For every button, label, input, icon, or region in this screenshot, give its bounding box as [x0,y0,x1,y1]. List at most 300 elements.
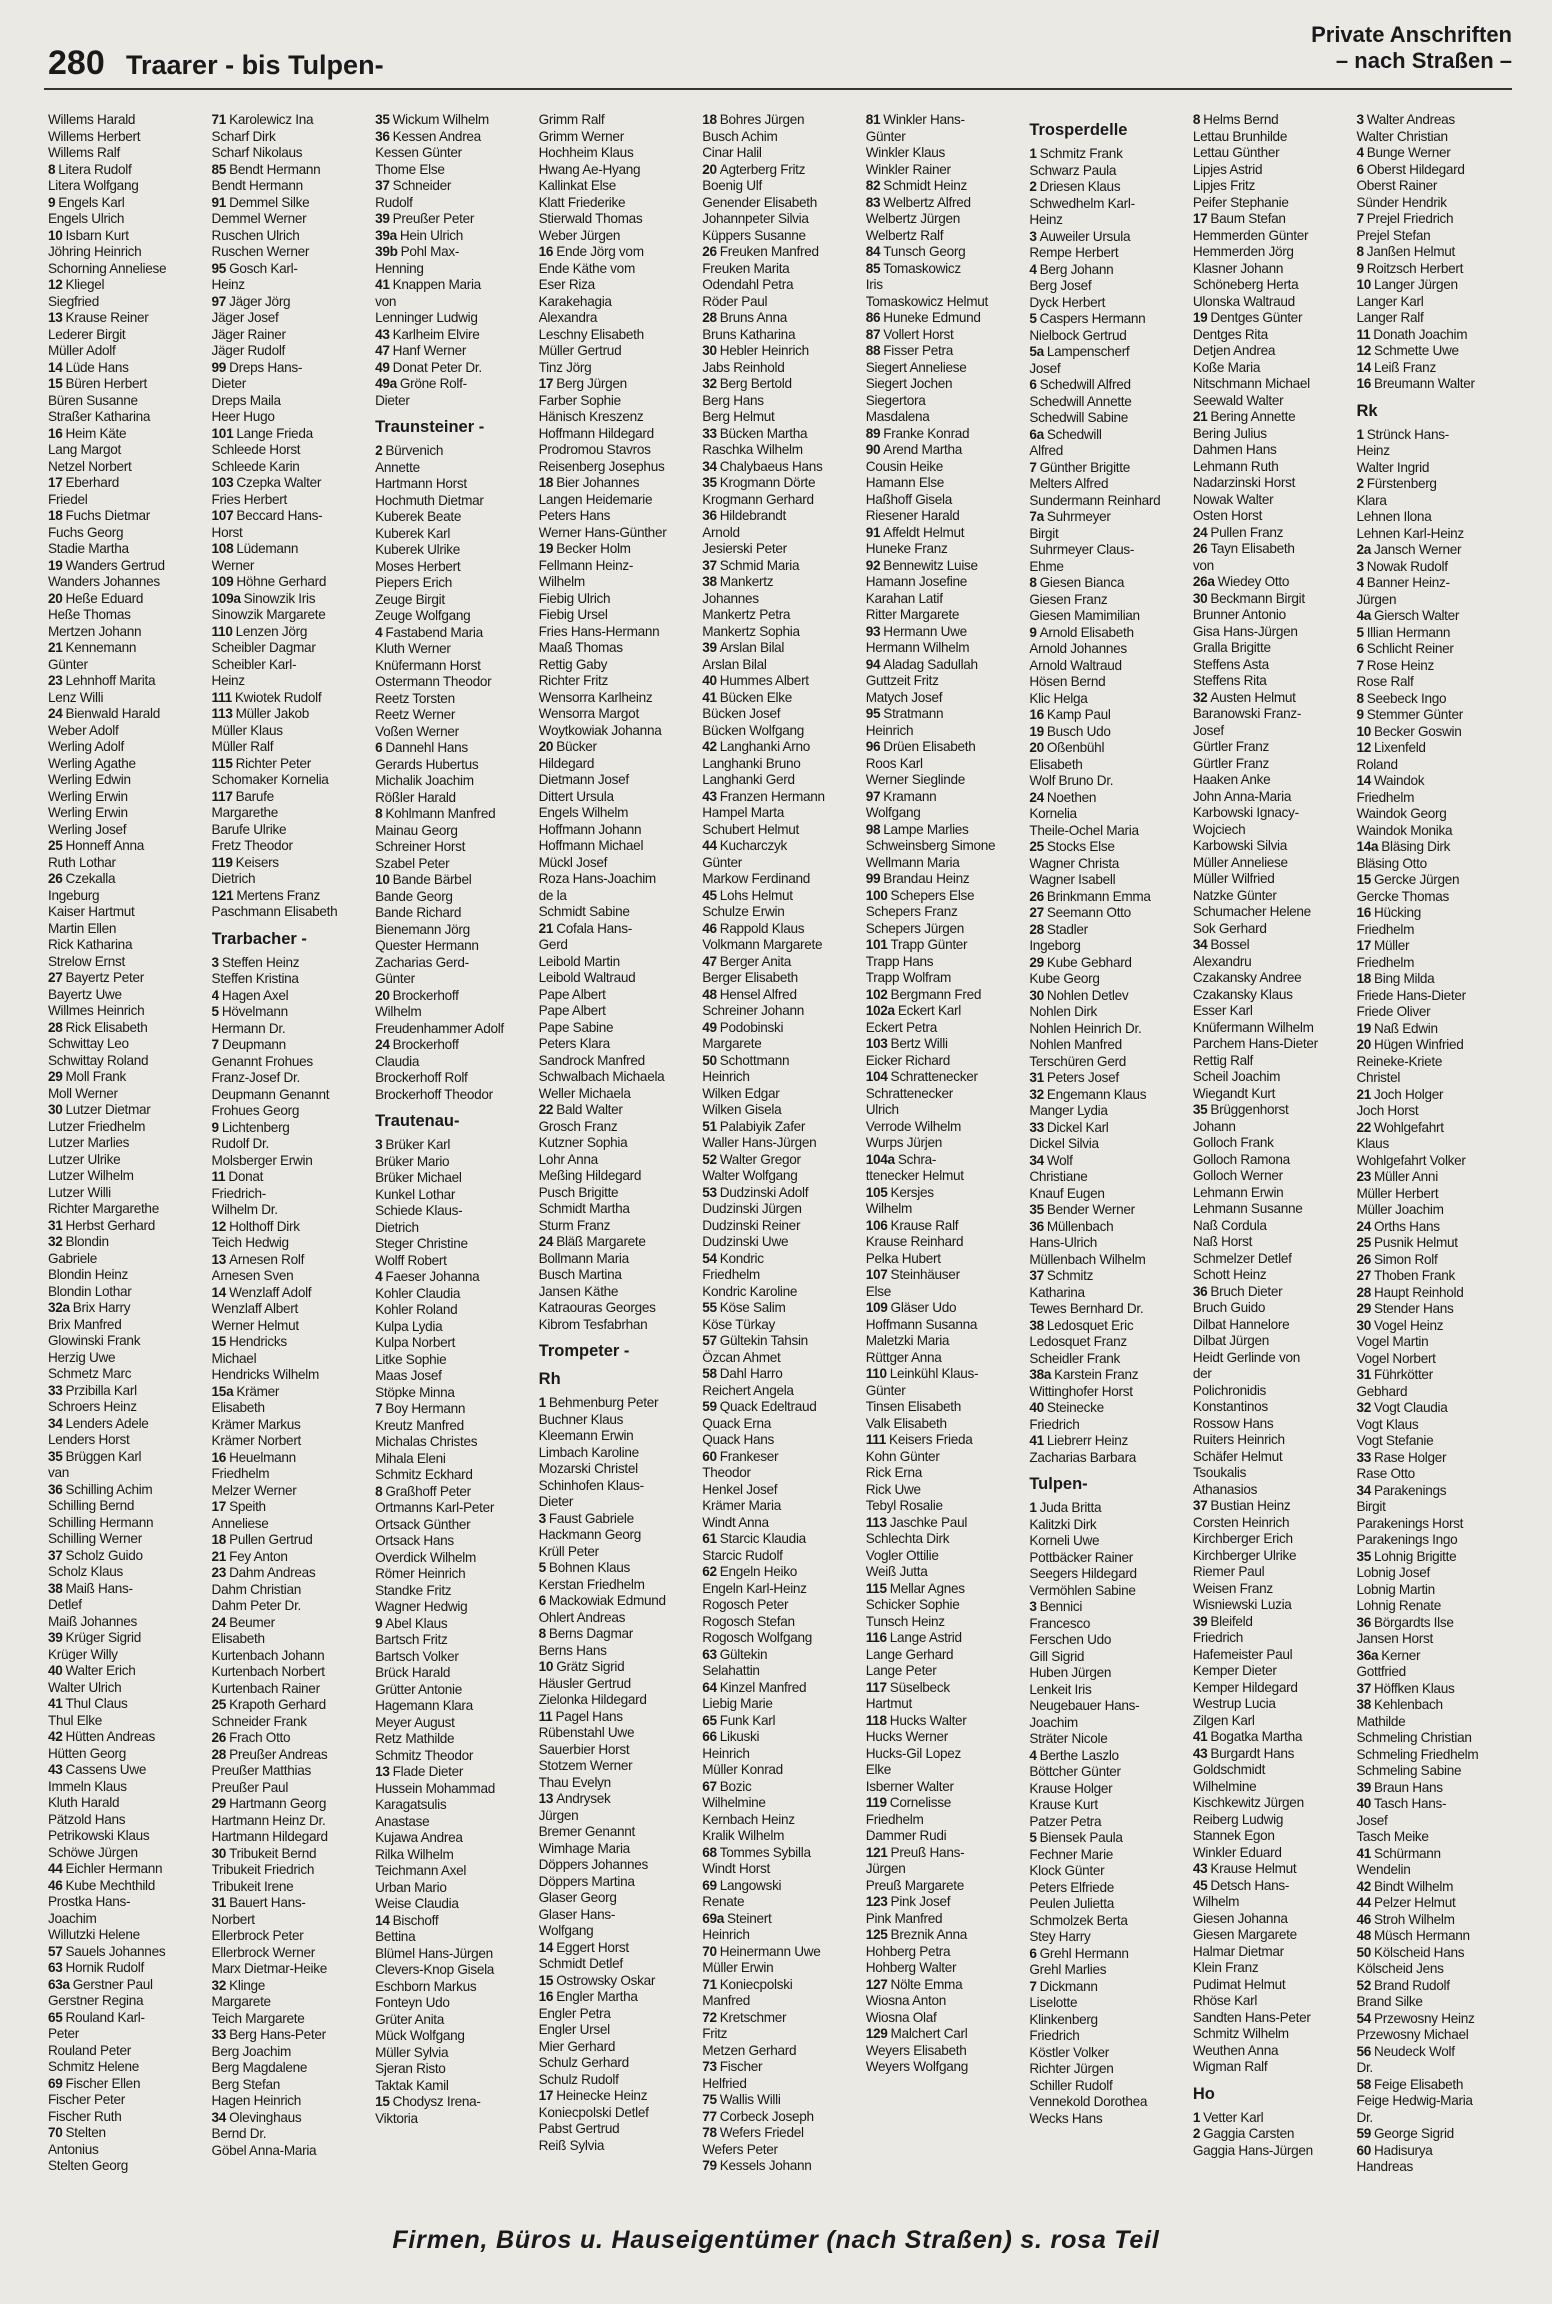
resident-name: Sauels Johannes [65,1943,166,1959]
directory-entry [1193,261,1349,278]
directory-entry [1356,1004,1512,1021]
directory-entry [212,657,368,674]
house-number: 34 [48,1415,63,1431]
resident-name: Elisabeth [211,1400,265,1415]
directory-entry [702,360,858,377]
resident-name: Walter Ingrid [1356,459,1430,475]
directory-entry [212,955,368,972]
resident-name: Brockerhoff Theodor [375,1086,493,1102]
directory-entry [375,1385,531,1402]
directory-entry [1356,1961,1512,1978]
resident-name: Sturm Franz [538,1217,611,1233]
resident-name: Blondin Lothar [48,1283,132,1299]
resident-name: Huneke Edmund [883,310,981,325]
directory-entry [212,1037,368,1054]
resident-name: Bürvenich [385,443,444,458]
directory-entry [375,922,531,939]
house-number: 24 [538,1234,554,1249]
directory-entry [539,525,695,542]
directory-entry [702,525,858,542]
house-number: 16 [538,244,554,259]
directory-entry [48,739,204,756]
resident-name: Günter [702,854,742,870]
house-number: 96 [865,739,881,754]
directory-entry [1029,443,1185,460]
directory-entry [539,492,695,509]
directory-entry [1356,806,1512,823]
directory-entry [375,1847,531,1864]
house-number: 44 [1356,1895,1371,1910]
resident-name: Karstein Franz [1054,1367,1139,1382]
house-number: 24 [375,1037,390,1052]
directory-entry [212,1697,368,1714]
directory-entry [866,228,1022,245]
directory-entry [539,1577,695,1594]
resident-name: Jürgen [865,1861,906,1876]
directory-entry [212,2027,368,2044]
directory-entry [539,162,695,179]
resident-name: Fischer [719,2059,763,2074]
directory-entry [212,1070,368,1087]
directory-entry [702,1927,858,1944]
resident-name: Schulze Erwin [702,904,785,919]
directory-entry [1356,211,1512,228]
directory-entry [702,954,858,971]
directory-entry [866,1333,1022,1350]
directory-entry [1356,1301,1512,1318]
directory-entry [48,1828,204,1845]
resident-name: Schmitz Eckhard [375,1467,473,1482]
resident-name: Wurps Jürjen [865,1135,942,1150]
directory-entry [1029,212,1185,229]
directory-entry [212,1549,368,1566]
resident-name: Liselotte [1029,1995,1078,2010]
directory-entry [1193,1020,1349,1037]
resident-name: Schmette Uwe [1373,343,1459,358]
resident-name: Bogatka Martha [1210,1729,1303,1744]
directory-entry [702,690,858,707]
house-number: 34 [1356,1482,1371,1498]
resident-name: Ruth Lothar [48,854,116,870]
directory-entry [539,343,695,360]
resident-name: Prejel Stefan [1356,227,1431,243]
directory-entry [1193,1498,1349,1515]
resident-name: Barufe Ulrike [211,821,287,837]
resident-name: Wilhelmine [702,1795,766,1810]
resident-name: Detjen Andrea [1192,343,1276,358]
directory-entry [212,211,368,228]
resident-name: Hensel Alfred [719,986,797,1002]
directory-entry [539,1317,695,1334]
directory-entry [1029,1583,1185,1600]
resident-name: Schilling Hermann [48,1514,154,1530]
resident-name: Keisers [235,854,279,870]
resident-name: Jansen Käthe [538,1283,619,1299]
resident-name: Engels Wilhelm [538,805,629,820]
directory-entry [866,1762,1022,1779]
resident-name: Lehmann Ruth [1192,458,1279,474]
directory-entry [1029,1367,1185,1384]
directory-entry [1193,1647,1349,1664]
resident-name: Wanders Gertrud [65,557,165,573]
resident-name: Koniecpolski Detlef [538,2104,649,2120]
house-number: 32 [48,1234,63,1249]
resident-name: Rick Elisabeth [65,1019,148,1035]
resident-name: Beckmann Birgit [1210,590,1305,606]
directory-entry [1356,1153,1512,1170]
directory-entry [212,1565,368,1582]
resident-name: Schäfer Helmut [1192,1448,1283,1464]
directory-entry [1193,1531,1349,1548]
directory-entry [866,1218,1022,1235]
resident-name: Mankertz Sophia [702,623,800,639]
resident-name: Pelzer Helmut [1373,1895,1456,1910]
directory-entry [48,228,204,245]
resident-name: Schmolzek Berta [1029,1912,1128,1928]
resident-name: Bücken Wolfgang [702,722,805,738]
resident-name: Schedwill Alfred [1039,377,1131,392]
house-number: 72 [702,2009,717,2025]
directory-entry [212,1499,368,1516]
house-number: 46 [48,1877,63,1893]
directory-entry [539,2138,695,2155]
resident-name: Kretschmer [719,2009,787,2025]
directory-entry [1193,343,1349,360]
resident-name: Bruns Katharina [702,326,796,342]
resident-name: Hein Ulrich [399,227,464,243]
resident-name: Wigman Ralf [1192,2059,1268,2074]
directory-entry [1356,1037,1512,1054]
resident-name: Helms Bernd [1203,112,1279,127]
resident-name: Joachim [48,1910,97,1926]
directory-entry [1356,1796,1512,1813]
directory-entry [1356,1466,1512,1483]
directory-entry [375,1533,531,1550]
resident-name: Rudolf [375,194,413,210]
directory-entry [539,1494,695,1511]
resident-name: Giesen Mamimilian [1029,608,1140,623]
resident-name: Rick Katharina [48,937,133,952]
directory-entry [212,1202,368,1219]
house-number: 10 [538,1659,554,1674]
directory-entry [375,806,531,823]
directory-entry [1356,1516,1512,1533]
directory-entry [702,1762,858,1779]
house-number: 39 [1192,1613,1208,1629]
resident-name: Scheibler Karl- [211,656,297,672]
directory-entry [375,575,531,592]
directory-entry [212,409,368,426]
resident-name: Schubert Helmut [702,821,799,837]
resident-name: Winkler Klaus [865,145,945,160]
directory-entry [1356,178,1512,195]
directory-entry [866,508,1022,525]
directory-entry [375,823,531,840]
directory-entry [539,508,695,525]
resident-name: Kujawa Andrea [375,1830,463,1845]
directory-entry [866,277,1022,294]
resident-name: Cofala Hans- [556,920,632,936]
resident-name: Parchem Hans-Dieter [1192,1036,1318,1051]
directory-entry [539,888,695,905]
directory-entry [702,1845,858,1862]
house-number: 28 [48,1019,63,1035]
directory-entry [539,277,695,294]
resident-name: Röder Paul [702,293,768,309]
resident-name: Rudolf Dr. [211,1136,269,1151]
directory-entry [1356,1252,1512,1269]
directory-entry [539,1527,695,1544]
resident-name: Welbertz Ralf [865,227,944,243]
house-number: 16 [1356,376,1371,391]
resident-name: Friedel [48,491,88,507]
resident-name: Süselbeck [889,1679,950,1695]
directory-entry [1029,1632,1185,1649]
house-number: 109 [211,574,234,589]
directory-entry [539,1135,695,1152]
resident-name: Weber Jürgen [538,227,621,243]
resident-name: Glowinski Frank [48,1333,141,1348]
resident-name: Parakenings Horst [1356,1515,1464,1531]
directory-entry [702,888,858,905]
directory-entry [1356,1747,1512,1764]
directory-entry [375,1896,531,1913]
directory-entry [1029,839,1185,856]
directory-entry [1193,244,1349,261]
resident-name: Arnold Waltraud [1029,657,1122,673]
resident-name: Brunner Antonio [1192,607,1286,622]
directory-entry [212,1813,368,1830]
house-number: 14 [375,1912,390,1928]
resident-name: Riemer Paul [1192,1564,1265,1579]
directory-entry [1193,1036,1349,1053]
house-number: 109 [865,1300,888,1315]
resident-name: Heinecke Heinz [556,2088,648,2103]
resident-name: Lange Astrid [889,1630,962,1645]
directory-entry [212,1714,368,1731]
house-number: 2 [1029,179,1037,194]
directory-entry [1193,1746,1349,1763]
directory-entry [702,1399,858,1416]
house-number: 85 [211,161,227,177]
resident-name: Reiß Sylvia [538,2137,605,2153]
directory-entry [539,244,695,261]
directory-entry [1193,805,1349,822]
directory-entry [1029,1995,1185,2012]
directory-entry [1356,343,1512,360]
directory-entry [212,228,368,245]
directory-entry [539,228,695,245]
resident-name: Hartmut [865,1696,913,1711]
directory-entry [1356,1714,1512,1731]
directory-entry [1193,1795,1349,1812]
resident-name: Schepers Franz [865,904,958,919]
house-number: 24 [48,706,63,721]
directory-entry [1356,1268,1512,1285]
directory-entry [539,1234,695,1251]
directory-entry [48,1003,204,1020]
resident-name: Heinz [1356,443,1390,458]
resident-name: Wohlgefahrt [1373,1119,1444,1135]
directory-entry [1193,1927,1349,1944]
resident-name: Odendahl Petra [702,277,794,292]
resident-name: Waindok Monika [1356,822,1453,838]
directory-entry [48,1729,204,1746]
resident-name: Karakehagia [538,293,612,309]
resident-name: Ruschen Ulrich [211,227,300,243]
resident-name: Pagel Hans [555,1708,623,1724]
resident-name: Michalik Joachim [375,773,474,788]
resident-name: Antonius [48,2141,99,2157]
directory-entry [48,838,204,855]
directory-entry [702,1168,858,1185]
resident-name: Fischer Ruth [48,2108,122,2124]
house-number: 102 [865,986,888,1002]
resident-name: Braun Hans [1373,1779,1443,1795]
directory-entry [866,1795,1022,1812]
directory-entry [539,2088,695,2105]
directory-entry [48,2092,204,2109]
directory-entry [375,856,531,873]
directory-entry [539,1395,695,1412]
resident-name: Arnold Elisabeth [1039,624,1134,640]
resident-name: Biensek Paula [1039,1830,1123,1845]
house-number: 46 [702,920,717,936]
directory-entry [866,1003,1022,1020]
resident-name: Kondric [719,1250,764,1266]
directory-entry [1356,707,1512,724]
resident-name: Melters Alfred [1029,476,1109,491]
directory-entry [866,1432,1022,1449]
directory-entry [539,904,695,921]
house-number: 81 [865,112,881,127]
resident-name: Stadie Martha [48,541,129,556]
resident-name: Scholz Guido [65,1547,143,1563]
resident-name: Wittinghofer Horst [1029,1383,1133,1399]
house-number: 40 [1029,1400,1044,1415]
directory-entry [866,1828,1022,1845]
directory-entry [539,112,695,129]
resident-name: Ende Jörg vom [556,244,644,259]
resident-name: Ostrowsky Oskar [556,1972,656,1988]
directory-entry [1029,790,1185,807]
directory-entry [48,1135,204,1152]
directory-entry [1356,938,1512,955]
directory-entry [1029,1021,1185,1038]
house-number: 108 [211,541,234,556]
resident-name: Eckert Petra [865,1019,937,1035]
directory-entry [539,954,695,971]
resident-name: Schmidt Sabine [538,904,630,919]
resident-name: Willems Harald [48,112,136,127]
resident-name: Alfred [1029,443,1064,458]
resident-name: Lehmann Erwin [1192,1184,1284,1200]
house-number: 19 [48,557,63,573]
resident-name: Weiß Jutta [865,1564,928,1579]
resident-name: Gültekin Tahsin [719,1333,808,1348]
resident-name: Koße Maria [1192,359,1261,375]
directory-entry [702,822,858,839]
resident-name: von [1192,557,1214,573]
resident-name: Bartsch Volker [375,1648,459,1664]
resident-name: Boenig Ulf [702,178,762,193]
resident-name: Gabriele [48,1250,97,1266]
directory-entry [212,871,368,888]
resident-name: Wilhelm [865,1201,913,1216]
resident-name: Breumann Walter [1373,376,1475,391]
directory-entry [375,1054,531,1071]
directory-entry [212,112,368,129]
directory-entry [1356,1351,1512,1368]
directory-entry [539,1445,695,1462]
resident-name: Wensorra Margot [538,706,639,721]
directory-entry [48,1696,204,1713]
directory-entry [866,1498,1022,1515]
house-number: 91 [865,524,881,540]
section-title [1311,22,1512,74]
directory-entry [702,211,858,228]
resident-name: Hermann Uwe [883,623,967,639]
resident-name: Dieter [538,1494,574,1509]
directory-entry [375,2045,531,2062]
directory-entry [539,1808,695,1825]
resident-name: Kessen Günter [375,145,462,160]
directory-entry [866,112,1022,129]
directory-entry [375,1203,531,1220]
resident-name: Strelow Ernst [48,953,125,969]
resident-name: Paschmann Elisabeth [211,904,338,919]
directory-entry [866,1185,1022,1202]
directory-entry [212,1351,368,1368]
resident-name: Deupmann Genannt [211,1086,330,1102]
directory-entry [702,904,858,921]
directory-entry [539,657,695,674]
resident-name: Römer Heinrich [375,1566,466,1581]
directory-entry [1356,2077,1512,2094]
directory-entry [212,1087,368,1104]
resident-name: Quester Hermann [375,938,479,953]
directory-entry [539,2022,695,2039]
directory-entry [866,921,1022,938]
directory-entry [1029,1599,1185,1616]
resident-name: Busch Achim [702,128,778,144]
directory-entry [702,1680,858,1697]
house-number: 29 [1356,1301,1371,1316]
resident-name: Berg Helmut [702,409,775,424]
directory-entry [702,1069,858,1086]
directory-entry [1356,112,1512,129]
directory-entry [48,1069,204,1086]
resident-name: Kralik Wilhelm [702,1828,785,1843]
directory-entry [212,1796,368,1813]
resident-name: Fisser Petra [883,343,953,358]
resident-name: Bettina [375,1929,416,1944]
directory-entry [539,1185,695,1202]
directory-entry [212,1994,368,2011]
directory-entry [1193,1960,1349,1977]
directory-entry [1356,1829,1512,1846]
directory-entry [1193,855,1349,872]
directory-entry [1193,211,1349,228]
resident-name: Hütten Andreas [65,1729,156,1744]
resident-name: Hornik Rudolf [65,1960,144,1975]
directory-entry [1029,1781,1185,1798]
directory-entry [866,1515,1022,1532]
directory-entry [1029,1120,1185,1137]
directory-entry [48,492,204,509]
resident-name: Markow Ferdinand [702,871,810,886]
resident-name: Bayertz Peter [65,970,144,985]
